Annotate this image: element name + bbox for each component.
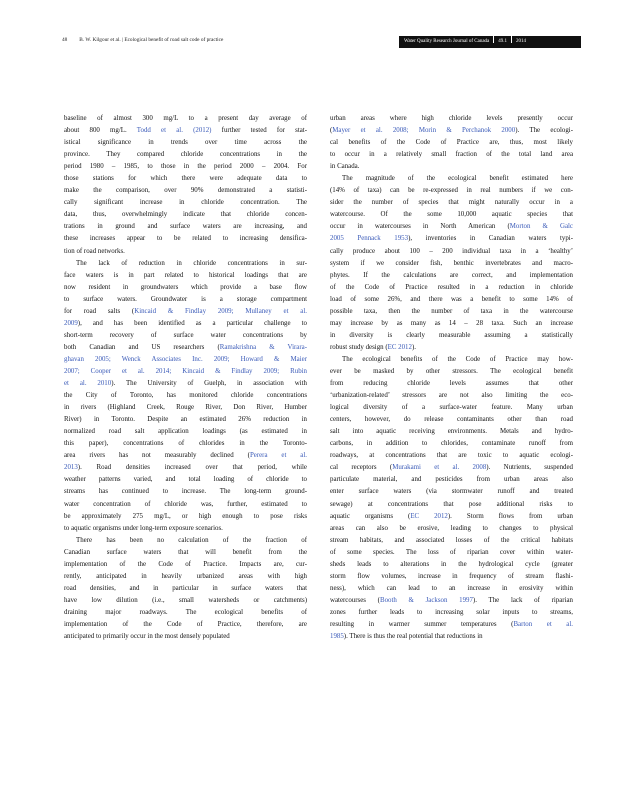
text-line [64,149,307,161]
text-run: normalized road salt application loadings (as estimated in [64,428,307,436]
text-run: now resident in groundwaters which provide a base flow [64,283,307,291]
text-line [330,486,573,498]
citation-link[interactable]: 2013 [64,464,78,472]
text-run: the City of Toronto, has monitored chloride concentrations [64,392,307,400]
text-run: particulate material, and pesticides from urban areas also [330,476,573,484]
citation-link[interactable]: Ramakrishna & Virara- [219,343,307,351]
banner-divider [511,36,512,43]
text-run: cal receptors ( [330,464,393,472]
text-line [64,559,307,571]
text-run: about 800 mg/L. [64,127,137,135]
text-line [330,631,573,643]
citation-link[interactable]: 2009 [64,319,78,327]
text-run: those stations for which there were adequate data to [64,175,307,183]
text-line [64,342,307,354]
text-run: watercourses ( [330,596,380,604]
text-run: of some species. The loss of riparian cover within water- [330,548,573,556]
text-line [64,306,307,318]
text-line [64,486,307,498]
text-line [64,318,307,330]
text-line [64,499,307,511]
text-line [64,113,307,125]
text-run: cally significant increase in chloride concentration. The [64,199,307,207]
journal-banner [399,36,581,48]
text-line [64,402,307,414]
text-line [64,583,307,595]
text-run: in Canada. [330,163,360,171]
text-line [64,197,307,209]
text-run: ). Storm flows from urban [447,512,573,520]
text-run: this paper), concentrations of chlorides in the Toronto- [64,440,307,448]
text-line [64,523,307,535]
text-run: ). Nutrients, suspended [486,464,573,472]
text-line [330,197,573,209]
citation-link[interactable]: Murakami et al. 2008 [392,464,487,472]
text-run: further tested for stat- [211,127,307,135]
text-line [64,282,307,294]
text-line [64,246,307,258]
text-run: occur in watercourses in North American ( [330,223,510,231]
citation-link[interactable]: Booth & Jackson 1997 [379,596,473,604]
citation-link[interactable]: Perera et al. [249,452,307,460]
text-run: tion of road networks. [64,247,125,255]
text-line [64,438,307,450]
text-line [64,294,307,306]
text-line [330,583,573,595]
text-line [64,233,307,245]
text-line [64,474,307,486]
text-line [330,366,573,378]
running-header [0,36,623,50]
text-run: possible taxa, then the number of taxa in the watercourse [330,307,573,315]
text-line [330,161,573,173]
citation-link[interactable]: 2005 Pennack 1953 [330,235,409,243]
text-run: draining major roadways. The ecological benefits of [64,608,307,616]
text-run: baseline of almost 300 mg/L to a present day average of [64,115,307,122]
text-line [64,619,307,631]
text-run: roadways, at concentrations that are toxic to aquatic ecologi- [330,452,573,460]
text-run: be approximately 275 mg/L, or high enough to pose risks [64,512,307,520]
text-run: ever be masked by other stressors. The ecological benefit [330,367,573,375]
text-run: anticipated to primarily occur in the most densely populated [64,633,230,641]
text-run: streams has continued to increase. The long-term ground- [64,488,307,496]
right-text-column [330,113,573,643]
text-run: system if we consider fish, benthic invertebrates and macro- [330,259,573,267]
text-line [330,607,573,619]
text-line [330,318,573,330]
text-line [330,571,573,583]
text-line [330,113,573,125]
text-run: ), and has been identified as a particular challenge to [77,319,307,327]
text-line [64,125,307,137]
text-run: area rivers has not measurably declined ( [64,452,250,460]
text-line [330,619,573,631]
text-run: weather patterns varied, and total loading of chloride to [64,476,307,484]
text-line [330,523,573,535]
text-line [330,450,573,462]
citation-link[interactable]: 1985 [330,633,344,641]
text-run: to surface waters. Groundwater is a storage compartment [64,295,307,303]
text-line [64,390,307,402]
text-line [330,233,573,245]
text-run: ‘urbanization-related’ stressors are not also limiting the eco- [330,392,573,400]
text-run: to occur in a relatively small fraction of the total land area [330,151,573,159]
text-line [64,330,307,342]
text-run: The lack of reduction in chloride concentrations in sur- [76,259,307,267]
text-line [330,294,573,306]
citation-link[interactable]: et al. 2010 [64,380,112,388]
citation-link[interactable]: Todd et al. (2012) [136,127,212,135]
text-run: sider the number of species that might naturally occur in a [330,199,573,207]
text-line [64,354,307,366]
text-line [330,221,573,233]
text-line [330,402,573,414]
text-line [64,450,307,462]
left-text-column [64,113,307,643]
text-run: road densities, and in particular in surface waters that [64,584,307,592]
text-run: implementation of the Code of Practice, therefore, are [64,620,307,628]
text-run: resulting in warmer summer temperatures ( [330,620,514,628]
text-run: cal benefits of the Code of Practice are, thus, most likely [330,139,573,147]
text-run: carbons, in addition to chlorides, contaminate runoff from [330,440,573,448]
text-line [64,378,307,390]
text-run: There has been no calculation of the fraction of [76,536,307,544]
text-run: data, thus, overwhelmingly indicate that chloride concen- [64,211,307,219]
text-run: areas can also be erosive, leading to changes to physical [330,524,573,532]
text-line [330,414,573,426]
text-run: both Canadian and US researchers ( [64,343,220,351]
text-run: ). The lack of riparian [472,596,573,604]
text-line [330,209,573,221]
text-run: ). The ecologi- [515,127,573,135]
text-run: these increases appear to be related to increasing densifica- [64,235,307,243]
text-line [330,306,573,318]
text-line [64,221,307,233]
text-line [64,258,307,270]
text-line [330,173,573,185]
text-line [64,426,307,438]
text-run: load of some 26%, and there was a benefit to some 14% of [330,295,573,303]
text-run: salt into aquatic receiving environments. Metals and hydro- [330,428,573,436]
citation-link[interactable]: 2007; Cooper et al. 2014; Kincaid & Findlay 2009; Rubin [64,367,307,375]
text-run: stream habitats, and associated losses of the critical habitats [330,536,573,544]
journal-name: Water Quality Research Journal of Canada [404,39,490,44]
text-run: period 1980 – 1985, to those in the period 2000 – 2004. For [64,163,307,171]
text-run: zones further leads to increasing solar inputs to streams, [330,608,573,616]
text-line [64,185,307,197]
text-run: short-term recovery of surface water concentrations by [64,331,307,339]
text-line [330,137,573,149]
banner-divider [493,36,494,43]
citation-link[interactable]: Mayer et al. 2008; Morin & Perchanok 2000 [332,127,516,135]
text-run: in rivers (Highland Creek, Rouge River, Don River, Humber [64,404,307,412]
text-line [64,631,307,643]
running-title [62,37,223,43]
text-run: have low dilution (i.e., small watersheds or catchments) [64,596,307,604]
text-run: in diversity is clearly measurable assuming a statistically [330,331,573,339]
text-line [330,426,573,438]
journal-year: 2014 [516,39,527,44]
text-line [330,246,573,258]
text-line [64,607,307,619]
text-run: from reducing chloride levels assumes that other [330,380,573,388]
text-line [330,438,573,450]
text-line [330,258,573,270]
text-run: ). Road densities increased over that period, while [77,464,307,472]
text-run: cally produce about 100 – 200 individual taxa in a ‘healthy’ [330,247,573,255]
text-line [64,161,307,173]
text-line [330,342,573,354]
journal-volume: 49.1 [498,39,508,44]
citation-link[interactable]: EC 2012 [387,343,412,351]
citation-link[interactable]: Kincaid & Findlay 2009; Mullaney et al. [134,307,307,315]
text-line [330,270,573,282]
text-run: sewage) at concentrations that pose additional risks to [330,500,573,508]
text-line [330,125,573,137]
text-line [330,149,573,161]
text-run: ness), which can lead to an increase in erosivity within [330,584,573,592]
text-run: urban areas where high chloride levels presently occur [330,115,573,122]
text-line [330,595,573,607]
text-run: ( [330,127,333,135]
text-run: enter surface waters (via stormwater runoff and treated [330,488,573,496]
text-run: for road salts ( [64,307,135,315]
text-line [64,511,307,523]
text-run: aquatic organisms ( [330,512,411,520]
text-line [330,511,573,523]
text-run: may increase by as many as 14 – 28 taxa. Such an increase [330,319,573,327]
text-run: make the comparison, over 90% demonstrated a statisti- [64,187,307,195]
citation-link[interactable]: Morton & Galc [509,223,573,231]
text-line [64,571,307,583]
text-line [64,270,307,282]
text-run: ), inventories in Canadian waters typi- [408,235,573,243]
text-line [330,559,573,571]
text-run: of the Code of Practice resulted in a reduction in chloride [330,283,573,291]
text-run: logical diversity of a surface-water feature. Many urban [330,404,573,412]
text-line [64,173,307,185]
text-line [330,330,573,342]
citation-link[interactable]: Barton et al. [513,620,573,628]
text-line [330,378,573,390]
text-run: rently, anticipated in heavily urbanized areas with high [64,572,307,580]
text-line [330,499,573,511]
text-run: Canadian surface waters that will benefit from the [64,548,307,556]
text-run: implementation of the Code of Practice. Impacts are, cur- [64,560,307,568]
text-run: storm flow volumes, increase in frequency of stream flashi- [330,572,573,580]
text-run: centers, however, do release contaminants other than road [330,416,573,424]
text-run: trations in ground and surface waters are increasing, and [64,223,307,231]
text-line [64,535,307,547]
text-line [64,209,307,221]
text-run: ). [411,343,416,351]
text-run: istical significance in trends over time across the [64,139,307,147]
text-run: sheds leads to alterations in the hydrological cycle (greater [330,560,573,568]
text-run: River) in Toronto. Despite an estimated 26% reduction in [64,416,307,424]
text-run: robust study design ( [330,343,388,351]
text-line [330,282,573,294]
text-run: to aquatic organisms under long-term exposure scenarios. [64,524,223,532]
text-run: water concentration of chloride was, further, estimated to [64,500,307,508]
citation-link[interactable]: EC 2012 [410,512,448,520]
text-line [64,414,307,426]
text-line [330,535,573,547]
text-run: The magnitude of the ecological benefit estimated here [342,175,573,183]
text-line [64,366,307,378]
text-line [64,595,307,607]
text-line [330,390,573,402]
page-number: 48 [62,37,68,43]
text-line [330,547,573,559]
text-line [330,185,573,197]
text-run: ). There is thus the real potential that reductions in [343,633,483,641]
running-title-text: B. W. Kilgour et al. | Ecological benefit of road salt code of practice [79,37,224,43]
text-run: watercourse. Of the some 10,000 aquatic species that [330,211,573,219]
text-line [64,462,307,474]
citation-link[interactable]: ghavan 2005; Wenck Associates Inc. 2009; Howard & Maier [64,355,307,363]
text-line [330,462,573,474]
text-run: province. They compared chloride concentrations in the [64,151,307,159]
text-line [64,137,307,149]
text-run: (14% of taxa) can be re-expressed in real numbers if we con- [330,187,573,195]
text-line [330,474,573,486]
text-line [330,354,573,366]
text-run: face waters is in part related to historical loadings that are [64,271,307,279]
text-run: The ecological benefits of the Code of Practice may how- [342,355,573,363]
text-run: ). The University of Guelph, in association with [111,380,307,388]
text-line [64,547,307,559]
text-run: phytes. If the calculations are correct, and implementation [330,271,573,279]
